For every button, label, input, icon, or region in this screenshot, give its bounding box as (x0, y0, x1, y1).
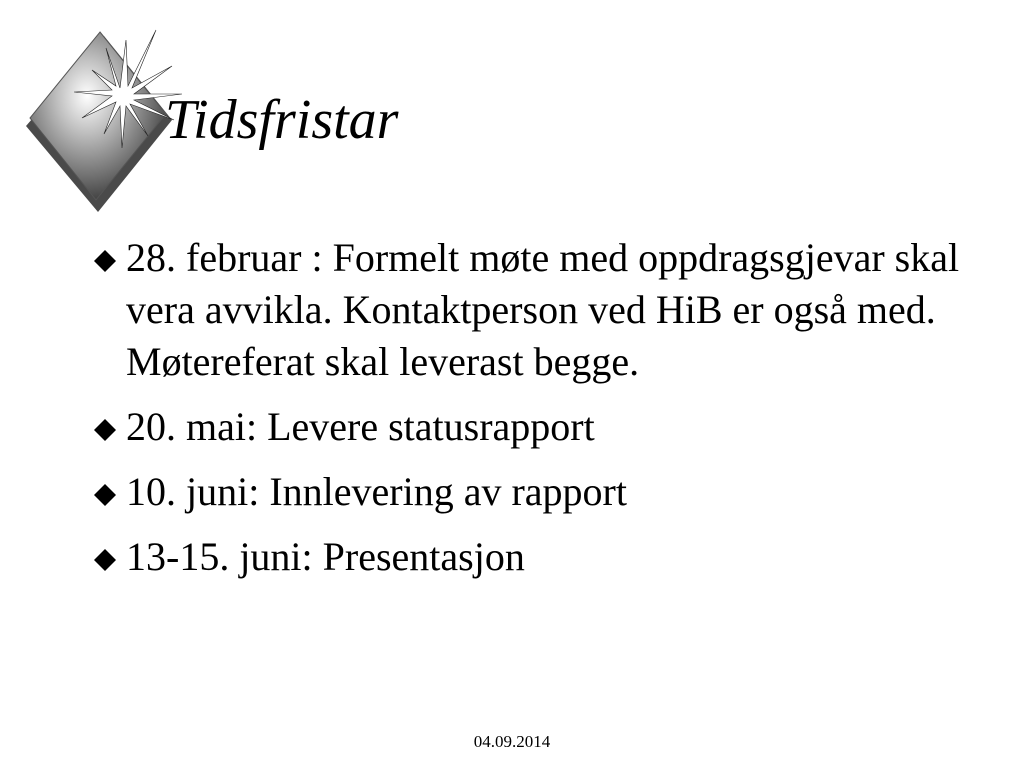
diamond-bullet-icon (94, 549, 116, 571)
bullet-item (90, 466, 990, 518)
bullet-text: 20. mai: Levere statusrapport (126, 404, 595, 449)
bullet-item (90, 531, 990, 583)
bullet-text: 13-15. juni: Presentasjon (126, 534, 525, 579)
diamond-bullet-icon (94, 250, 116, 272)
diamond-bullet-icon (94, 484, 116, 506)
bullet-item (90, 401, 990, 453)
bullet-text: 10. juni: Innlevering av rapport (126, 469, 627, 514)
slide-title: Tidsfristar (165, 89, 399, 151)
diamond-bullet-icon (94, 419, 116, 441)
bullet-item (90, 232, 990, 388)
bullet-text: 28. februar : Formelt møte med oppdragsgjevar skal vera avvikla. Kontaktperson ved HiB er også med. Møtereferat skal leverast begge. (126, 235, 960, 384)
bullet-list (90, 232, 990, 596)
footer-date: 04.09.2014 (473, 732, 551, 751)
